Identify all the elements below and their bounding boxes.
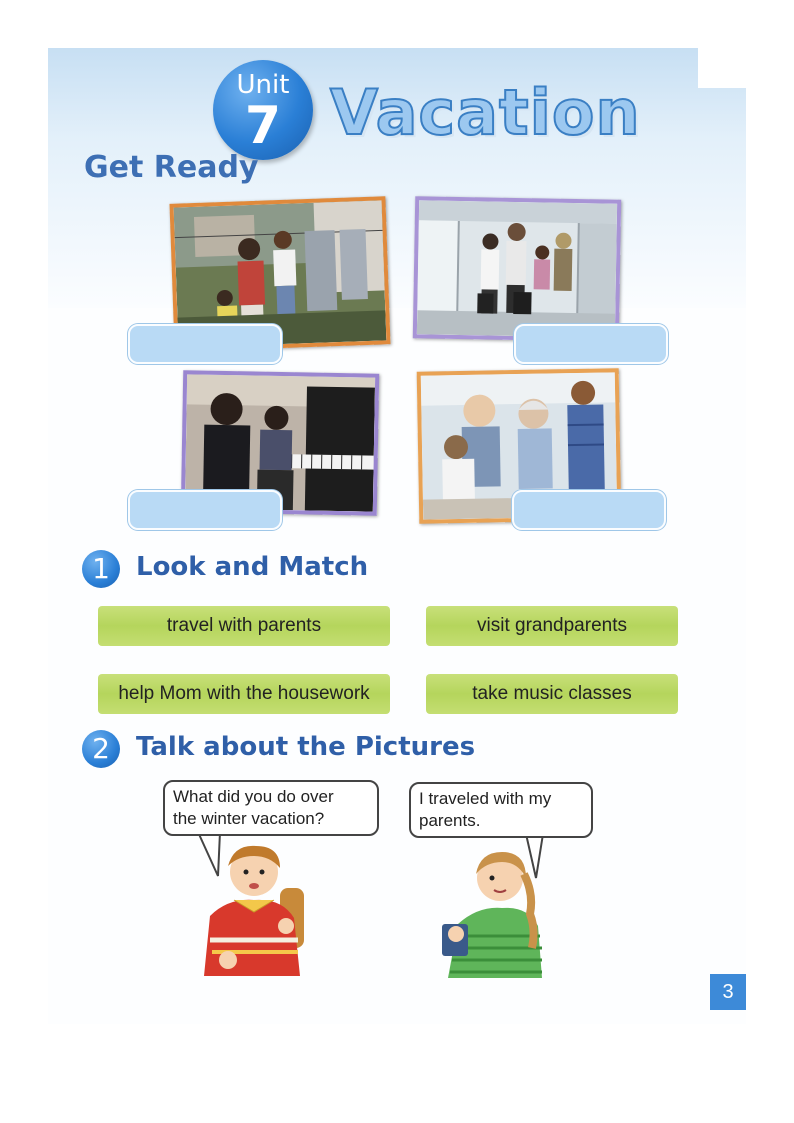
boy-line-1: What did you do over	[173, 787, 334, 806]
textbook-page	[48, 48, 746, 1024]
speech-bubble-boy	[163, 780, 379, 836]
boy-line-2: the winter vacation?	[173, 809, 325, 828]
phrase-visit-grandparents[interactable]: visit grandparents	[426, 606, 678, 646]
page-number: 3	[710, 974, 746, 1010]
girl-illustration	[438, 844, 568, 978]
speech-bubble-girl	[409, 782, 593, 838]
section-number-2: 2	[82, 730, 120, 768]
unit-title: Vacation	[330, 76, 641, 149]
boy-illustration	[194, 840, 324, 976]
get-ready-heading: Get Ready	[84, 150, 259, 185]
phrase-help-mom[interactable]: help Mom with the housework	[98, 674, 390, 714]
girl-line-1: I traveled with my	[419, 789, 552, 808]
unit-word: Unit	[236, 70, 290, 100]
phrase-travel-with-parents[interactable]: travel with parents	[98, 606, 390, 646]
section-title-2: Talk about the Pictures	[136, 732, 476, 762]
unit-number: 7	[244, 96, 282, 156]
section-title-1: Look and Match	[136, 552, 369, 582]
girl-line-2: parents.	[419, 811, 481, 830]
section-number-1: 1	[82, 550, 120, 588]
speech-bubble-tails	[48, 48, 746, 1024]
phrase-take-music-classes[interactable]: take music classes	[426, 674, 678, 714]
